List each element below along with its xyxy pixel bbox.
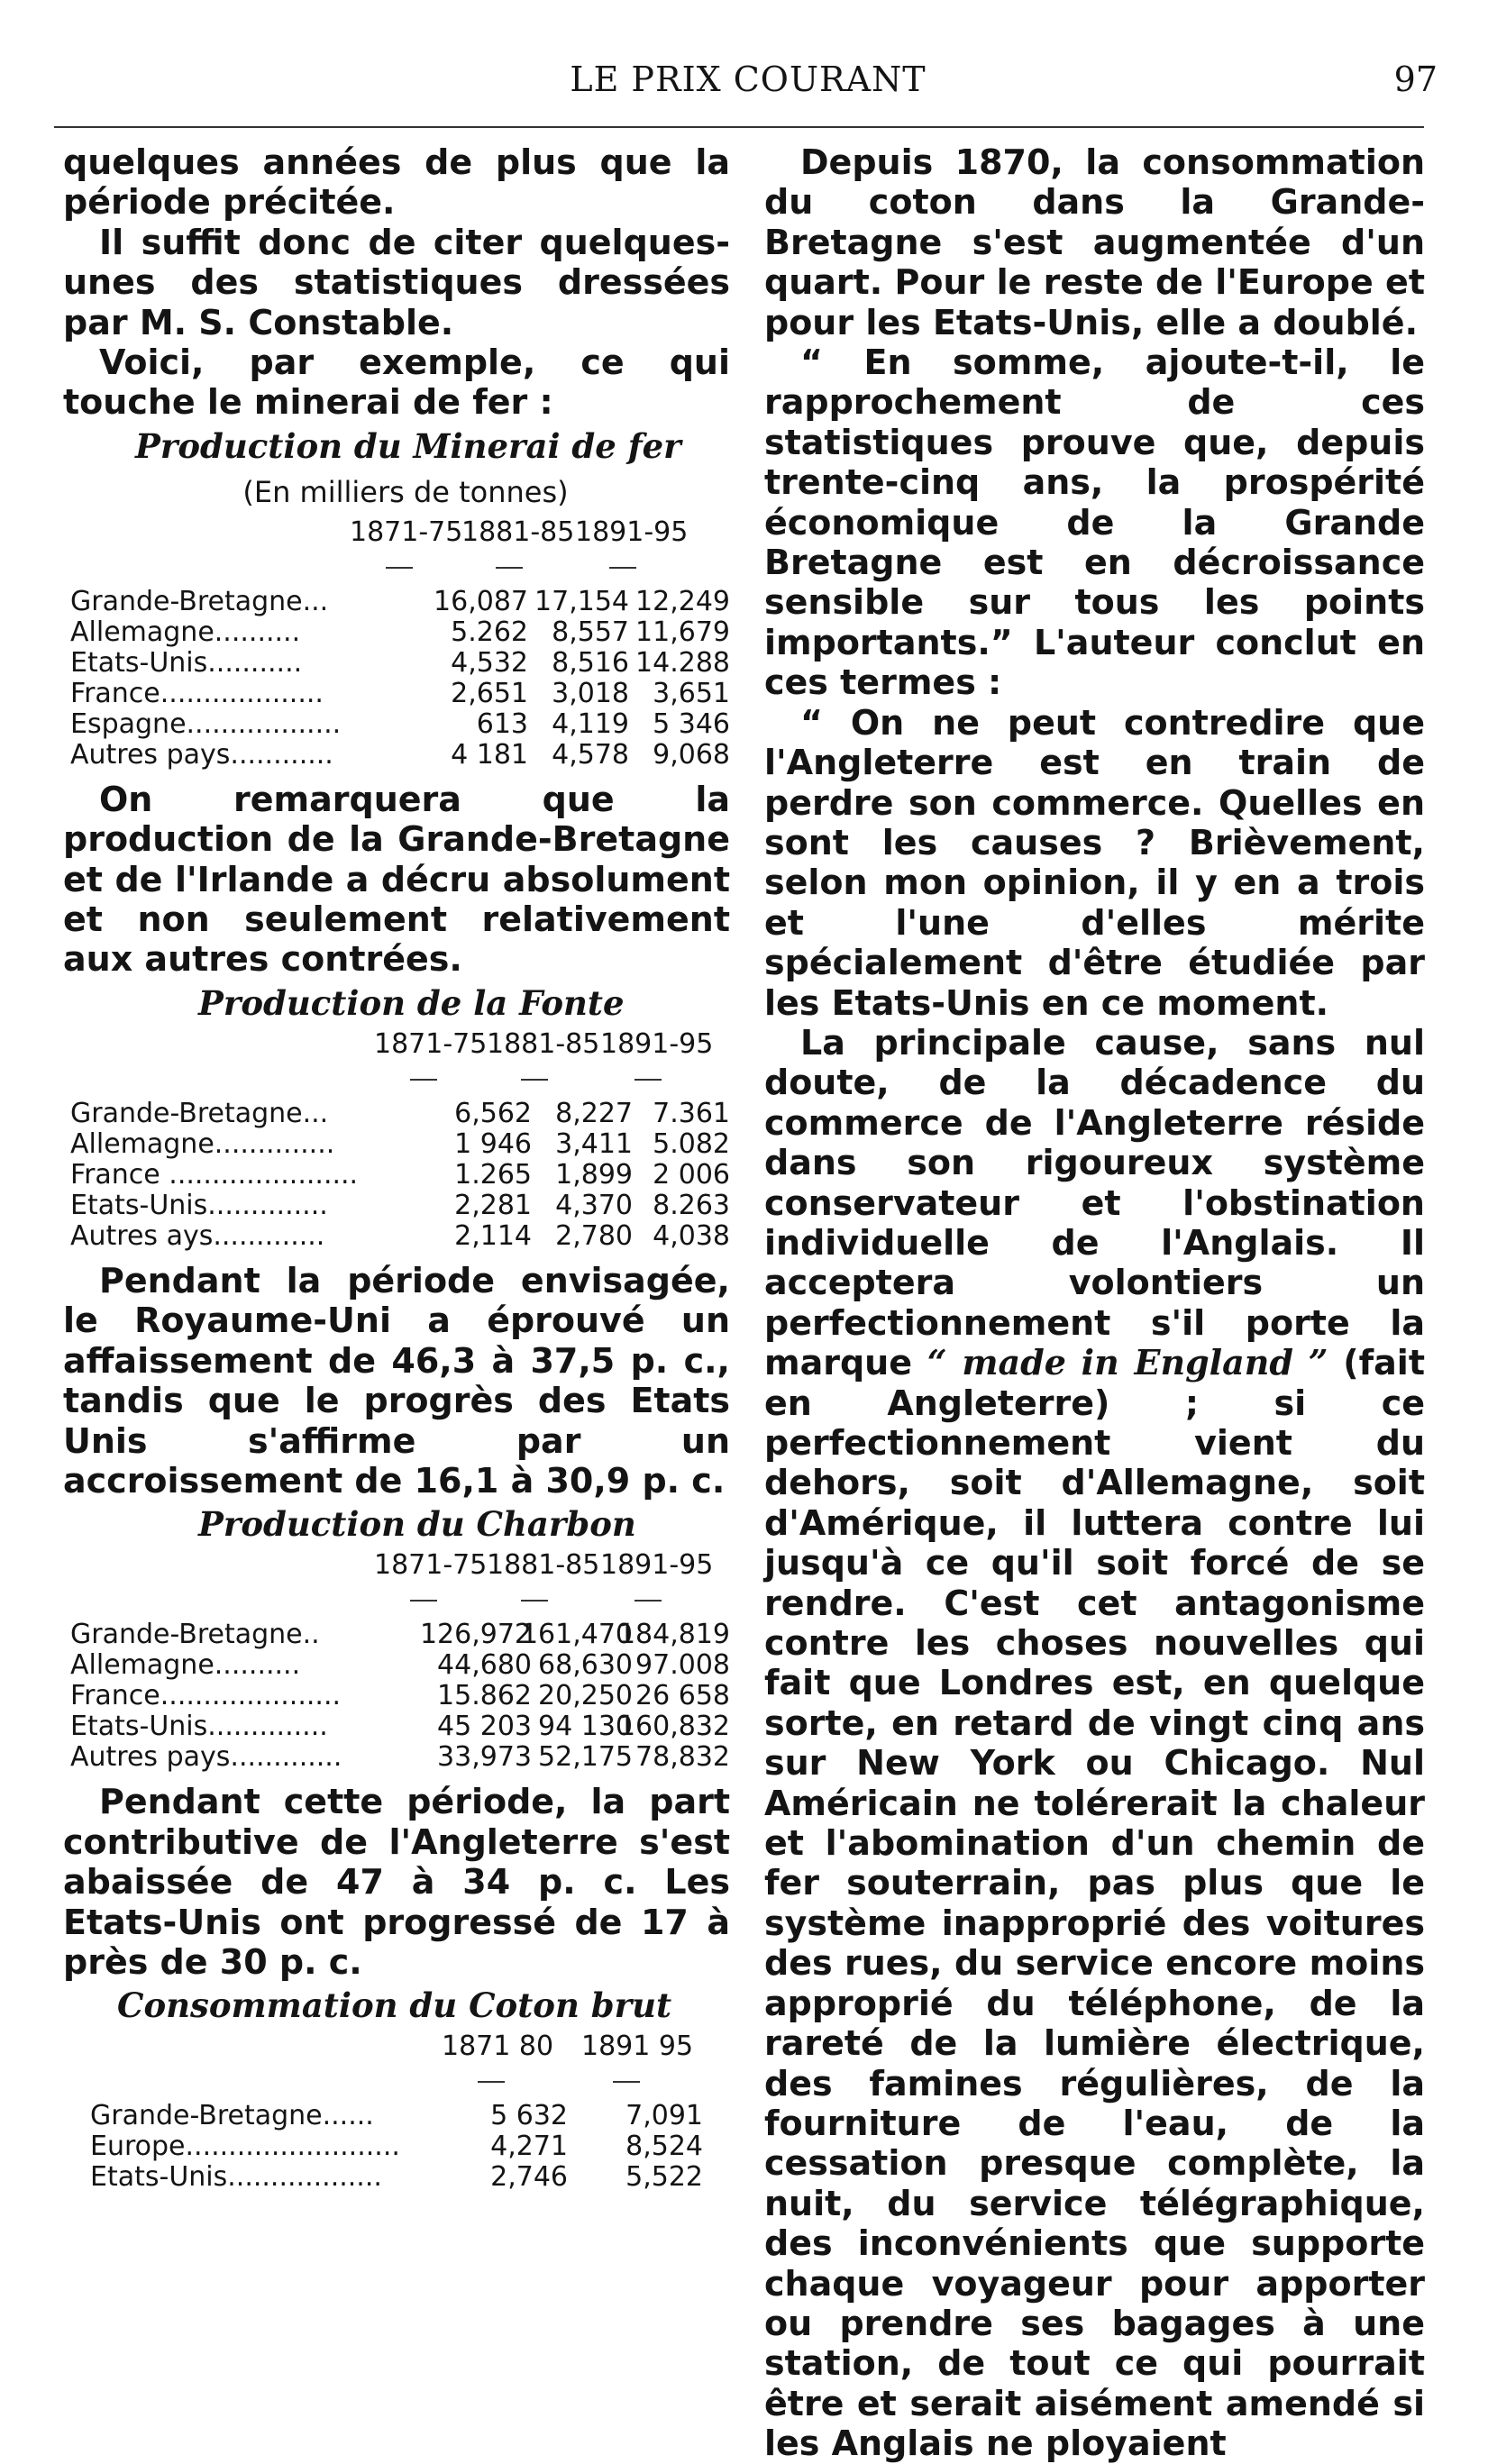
cell-value: 4,271: [490, 2131, 568, 2163]
table-row: [63, 740, 730, 771]
table-subtitle: (En milliers de tonnes): [242, 474, 569, 509]
cell-value: 8,516: [552, 646, 629, 679]
row-label: France.....................: [70, 1680, 342, 1712]
cell-value: 613: [476, 707, 528, 740]
cell-value: 5 346: [653, 707, 730, 740]
table-row: [63, 709, 730, 740]
dash: [521, 1079, 548, 1081]
cell-value: 5,522: [625, 2161, 703, 2194]
dash: [496, 567, 523, 569]
table-row: [63, 1191, 730, 1221]
table-row: [63, 648, 730, 679]
paragraph: Pendant cette période, la part contributive de l'Angleterre s'est abaissée de 47 à 34 p. c. Les Etats-Unis ont progressé de 17 à près de 30 p. c.: [63, 1782, 730, 1982]
header-dashes: [63, 551, 730, 587]
col-header: 1871 80: [442, 2031, 554, 2063]
dash: [410, 1079, 437, 1081]
right-column: [764, 142, 1425, 2464]
table-row: [63, 2162, 730, 2193]
col-header: 1871-75: [350, 516, 463, 548]
col-header: 1871-75: [374, 1549, 488, 1582]
paragraph: “ On ne peut contredire que l'Angleterre est en train de perdre son commerce. Quelles en sont les causes ? Brièvement, selon mon opinion, il y en a trois et l'une d'elles mérite spécialement d'être étudiée par les Etats-Unis en ce moment.: [764, 702, 1425, 1023]
table-header-row: [63, 1547, 730, 1583]
col-header: 1891-95: [575, 516, 689, 548]
cell-value: 7.361: [653, 1097, 730, 1129]
col-header: 1881-85: [487, 1549, 600, 1582]
cell-value: 7,091: [625, 2100, 703, 2132]
col-header: 1891-95: [600, 1549, 714, 1582]
cell-value: 97.008: [635, 1649, 730, 1682]
cell-value: 2,746: [490, 2161, 568, 2194]
col-header: 1881-85: [487, 1027, 600, 1060]
row-label: Allemagne..............: [70, 1127, 335, 1160]
row-label: Grande-Bretagne...: [70, 1097, 329, 1129]
paragraph: Voici, par exemple, ce qui touche le minerai de fer :: [63, 342, 730, 423]
cell-value: 4,038: [653, 1219, 730, 1252]
cell-value: 45 203: [437, 1711, 532, 1743]
paragraph: On remarquera que la production de la Grande-Bretagne et de l'Irlande a décru absolument et non seulement relativement aux autres contrées.: [63, 779, 730, 980]
table-row: [63, 1129, 730, 1160]
cell-value: 94 130: [538, 1711, 633, 1743]
table-minerai: [63, 423, 730, 771]
cell-value: 2 006: [653, 1158, 730, 1191]
row-label: Allemagne..........: [70, 1649, 301, 1682]
cell-value: 5.082: [653, 1127, 730, 1160]
cell-value: 52,175: [538, 1741, 633, 1774]
row-label: Etats-Unis..................: [90, 2161, 382, 2194]
cell-value: 2,780: [555, 1219, 633, 1252]
table-row: [63, 1711, 730, 1742]
text-run: La principale cause, sans nul doute, de la décadence du commerce de l'Angleterre réside dans son rigoureux système conservateur et l'obstination individuelle de l'Anglais. Il acceptera volontiers un perfectionnement s'il porte la marque: [764, 1022, 1425, 1383]
cell-value: 3,411: [555, 1127, 633, 1160]
cell-value: 5 632: [490, 2100, 568, 2132]
cell-value: 2,281: [454, 1189, 532, 1221]
row-label: Etats-Unis..............: [70, 1189, 328, 1221]
header-dashes: [63, 1583, 730, 1620]
cell-value: 1 946: [454, 1127, 532, 1160]
table-row: [63, 2131, 730, 2162]
table-row: [63, 1620, 730, 1650]
left-column: [63, 142, 730, 2193]
row-label: Allemagne..........: [70, 616, 301, 648]
table-row: [63, 2101, 730, 2131]
paragraph: [764, 1023, 1425, 2464]
paragraph: Il suffit donc de citer quelques-unes des statistiques dressées par M. S. Constable.: [63, 222, 730, 342]
cell-value: 4,119: [552, 707, 629, 740]
cell-value: 33,973: [437, 1741, 532, 1774]
row-label: Grande-Bretagne...: [70, 585, 329, 617]
cell-value: 8,524: [625, 2131, 703, 2163]
row-label: Europe.........................: [90, 2131, 400, 2163]
cell-value: 1.265: [454, 1158, 532, 1191]
cell-value: 8,227: [555, 1097, 633, 1129]
cell-value: 5.262: [451, 616, 528, 648]
italic-quote: “ made in England ”: [927, 1342, 1328, 1383]
page-header: [54, 54, 1442, 117]
col-header: 1891-95: [600, 1027, 714, 1060]
row-label: Autres pays.............: [70, 1741, 342, 1774]
cell-value: 8,557: [552, 616, 629, 648]
page-number: 97: [1393, 59, 1438, 99]
header-dashes: [63, 1063, 730, 1099]
table-row: [63, 1099, 730, 1129]
dash: [521, 1600, 548, 1602]
table-row: [63, 1221, 730, 1252]
table-fonte: [63, 980, 730, 1252]
dash: [634, 1079, 662, 1081]
cell-value: 4,578: [552, 738, 629, 771]
row-label: Espagne..................: [70, 707, 342, 740]
table-charbon: [63, 1501, 730, 1773]
row-label: Etats-Unis..............: [70, 1711, 328, 1743]
table-row: [63, 1742, 730, 1773]
table-row: [63, 1160, 730, 1191]
col-header: 1881-85: [461, 516, 575, 548]
row-label: Etats-Unis...........: [70, 646, 303, 679]
cell-value: 15.862: [437, 1680, 532, 1712]
table-header-row: [63, 515, 730, 551]
cell-value: 4,370: [555, 1189, 633, 1221]
cell-value: 78,832: [635, 1741, 730, 1774]
row-label: Autres pays............: [70, 738, 333, 771]
cell-value: 184,819: [617, 1619, 730, 1651]
table-title: Production du Charbon: [198, 1504, 636, 1545]
paragraph: quelques années de plus que la période précitée.: [63, 142, 730, 223]
cell-value: 161,470: [520, 1619, 633, 1651]
cell-value: 11,679: [635, 616, 730, 648]
cell-value: 14.288: [635, 646, 730, 679]
running-title: LE PRIX COURANT: [570, 59, 927, 99]
table-header-row: [63, 2029, 730, 2065]
header-rule: [54, 126, 1424, 128]
row-label: Grande-Bretagne..: [70, 1619, 320, 1651]
table-title: Production de la Fonte: [198, 982, 625, 1023]
cell-value: 17,154: [534, 585, 629, 617]
paragraph: Depuis 1870, la consommation du coton dans la Grande-Bretagne s'est augmentée d'un quart. Pour le reste de l'Europe et pour les Etats-Unis, elle a doublé.: [764, 142, 1425, 342]
cell-value: 2,651: [451, 677, 528, 709]
row-label: France...................: [70, 677, 324, 709]
row-label: France ......................: [70, 1158, 359, 1191]
cell-value: 12,249: [635, 585, 730, 617]
header-dashes: [63, 2065, 730, 2101]
table-row: [63, 679, 730, 709]
dash: [634, 1600, 662, 1602]
cell-value: 160,832: [617, 1711, 730, 1743]
row-label: Grande-Bretagne......: [90, 2100, 374, 2132]
cell-value: 68,630: [538, 1649, 633, 1682]
cell-value: 3,651: [653, 677, 730, 709]
dash: [478, 2081, 505, 2083]
cell-value: 126,972: [419, 1619, 532, 1651]
table-row: [63, 587, 730, 617]
table-title: Consommation du Coton brut: [117, 1985, 672, 2026]
cell-value: 9,068: [653, 738, 730, 771]
cell-value: 2,114: [454, 1219, 532, 1252]
paragraph: Pendant la période envisagée, le Royaume-Uni a éprouvé un affaissement de 46,3 à 37,5 p. c., tandis que le progrès des Etats Unis s'affirme par un accroissement de 16,1 à 30,9 p. c.: [63, 1260, 730, 1501]
cell-value: 1,899: [555, 1158, 633, 1191]
cell-value: 44,680: [437, 1649, 532, 1682]
text-run: (fait en Angleterre) ; si ce perfectionnement vient du dehors, soit d'Allemagne, soit d'Amérique, il luttera contre lui jusqu'à ce qu'il soit forcé de se rendre. C'est cet antagonisme contre les choses nouvelles qui fait que Londres est, en quelque sorte, en retard de vingt cinq ans sur New York ou Chicago. Nul Américain ne tolérerait la chaleur et l'abomination d'un chemin de fer souterrain, pas plus que le système inapproprié des voitures des rues, du service encore moins approprié du téléphone, de la rareté de la lumière électrique, des famines régulières, de la fourniture de l'eau, de la cessation presque complète, la nuit, du service télégraphique, des inconvénients que supporte chaque voyageur pour apporter ou prendre ses bagages à une station, de tout ce qui pourrait être et serait aisément amendé si les Anglais ne ployaient: [764, 1343, 1425, 2464]
cell-value: 8.263: [653, 1189, 730, 1221]
dash: [613, 2081, 640, 2083]
table-header-row: [63, 1027, 730, 1063]
table-row: [63, 1650, 730, 1681]
cell-value: 4,532: [451, 646, 528, 679]
table-row: [63, 617, 730, 648]
table-coton: [63, 1982, 730, 2193]
table-title: Production du Minerai de fer: [135, 425, 681, 466]
cell-value: 26 658: [635, 1680, 730, 1712]
row-label: Autres ays.............: [70, 1219, 325, 1252]
col-header: 1891 95: [581, 2031, 694, 2063]
dash: [386, 567, 413, 569]
dash: [410, 1600, 437, 1602]
cell-value: 3,018: [552, 677, 629, 709]
cell-value: 16,087: [434, 585, 528, 617]
paragraph: “ En somme, ajoute-t-il, le rapprochement de ces statistiques prouve que, depuis trente-cinq ans, la prospérité économique de la Grande Bretagne est en décroissance sensible sur tous les points importants.” L'auteur conclut en ces termes :: [764, 342, 1425, 703]
cell-value: 6,562: [454, 1097, 532, 1129]
cell-value: 20,250: [538, 1680, 633, 1712]
col-header: 1871-75: [374, 1027, 488, 1060]
dash: [609, 567, 636, 569]
cell-value: 4 181: [451, 738, 528, 771]
table-row: [63, 1681, 730, 1711]
